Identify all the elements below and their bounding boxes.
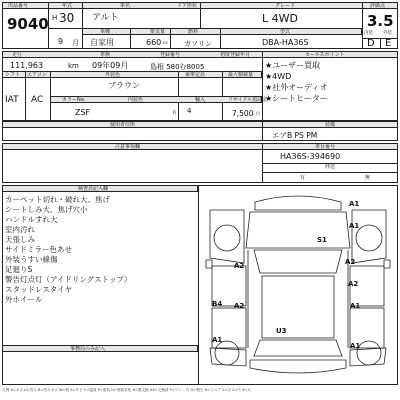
divider: [48, 28, 82, 29]
inspector-note-5: 天張しみ: [5, 235, 35, 244]
equipment-label: 装備: [325, 122, 336, 128]
stamp-label: 陸送: [325, 164, 336, 170]
inspector-note-8: 足廻りS: [5, 265, 33, 274]
rear-left-wheel: [215, 341, 239, 365]
divider: [220, 28, 221, 49]
rear-right-wheel: [357, 341, 381, 365]
exterior-label: 外装: [383, 31, 392, 36]
ac-label: エアコン: [27, 72, 47, 78]
front-right-fender: [352, 210, 386, 263]
seating-unit: 名: [172, 111, 177, 116]
divider: [198, 185, 199, 385]
load-label: 最大積載量: [228, 72, 254, 78]
int-color-label: 内装色: [128, 97, 144, 103]
damage-mark: A2: [234, 262, 245, 270]
front-left-fender: [210, 210, 244, 263]
sales-point-4: ★シートヒーター: [265, 94, 328, 103]
damage-mark: A2: [348, 280, 359, 288]
damage-mark: U3: [276, 327, 287, 335]
disp-label: 排気量: [150, 29, 166, 35]
front-right-wheel: [356, 225, 382, 251]
mileage-label: 走行: [12, 52, 23, 58]
mileage-unit: km: [68, 62, 79, 70]
door-label: ドア形状: [177, 3, 197, 9]
color-code: ZSF: [75, 108, 91, 117]
make-label: 車名: [120, 3, 131, 9]
damage-mark: A1: [349, 222, 360, 230]
seating-capacity: 4: [187, 107, 192, 115]
notes-label: 注意事項欄: [115, 144, 141, 150]
car-damage-diagram: [200, 188, 396, 382]
color-code-label: カラーNo.: [62, 97, 86, 103]
front-left-wheel: [214, 225, 240, 251]
model: DBA-HA36S: [262, 38, 309, 47]
lot-no-label: 出品番号: [8, 3, 29, 9]
right-mirror: [384, 260, 390, 268]
disp-unit: cc: [163, 41, 168, 46]
inspector-note-7: 外装うすい線傷: [5, 255, 58, 264]
owner-label-bar: [2, 121, 398, 128]
chassis-label: 車台番号: [315, 144, 336, 150]
divider: [25, 71, 26, 121]
shift-label: シフト: [5, 72, 21, 78]
divider: [380, 38, 381, 49]
inspector-note-1: カーペット切れ・破れ大、焦げ: [5, 195, 110, 204]
model-label: 型式: [280, 29, 291, 35]
fuel: ガソリン: [184, 40, 212, 48]
year: 30: [59, 11, 75, 25]
legend-footer: 凡例 A=キズ U=凹み B=凹みキズ W=波 S=サビ C=腐食 P=塗装 H=塗装劣化 X=要交換 XX=交換済 Y=ワレ・穴 G=飛石 R=リペア 1=小 2=中 3=大: [2, 388, 251, 392]
divider: [262, 121, 263, 141]
lot-number: 9040: [7, 15, 49, 33]
displacement: 660: [146, 38, 162, 47]
damage-mark: A2: [345, 258, 356, 266]
ext-color-label: 外装色: [105, 72, 121, 78]
sales-point-3: ★社外オーディオ: [265, 83, 328, 92]
inspector-note-9: 警告灯点灯（アイドリングストップ）: [5, 275, 132, 284]
owner-label: 使用者住所: [110, 122, 136, 128]
rear-glass: [254, 340, 342, 356]
recycle-unit: 円: [256, 111, 260, 116]
damage-mark: A1: [212, 336, 223, 344]
inspector-note-4: 室内汚れ: [5, 225, 35, 234]
score: 3.5: [367, 12, 394, 30]
grade-label: グレード: [275, 3, 296, 9]
import-label: 輸入: [195, 97, 206, 103]
divider: [82, 2, 83, 49]
inspector-label: 検査員記入欄: [78, 186, 109, 192]
month: 9: [58, 37, 64, 46]
sales-point-2: ★4WD: [265, 72, 292, 81]
fuel-label: 燃料: [188, 29, 199, 35]
era: H: [52, 14, 58, 22]
divider: [262, 51, 263, 121]
damage-mark: B4: [212, 300, 223, 308]
ac: AC: [31, 95, 44, 105]
recycle-label: リサイクル預託金: [228, 97, 268, 103]
notes-label-bar: [2, 143, 398, 150]
front-bumper: [255, 196, 341, 210]
inspector-note-3: ハンドルすれ大: [5, 215, 58, 224]
type-label: 車種: [100, 29, 111, 35]
left-mirror: [206, 260, 212, 268]
damage-mark: A1: [349, 200, 360, 208]
inspector-note-6: サイドミラー色あせ: [5, 245, 72, 254]
divider: [262, 172, 398, 173]
damage-mark: S1: [317, 236, 327, 244]
rear-bumper: [250, 360, 346, 373]
sales-point-1: ★ユーザー買取: [265, 61, 321, 70]
spec-label-bar: [82, 28, 362, 35]
recycle-fee: 7,500: [232, 109, 254, 118]
divider: [362, 2, 363, 49]
vehicle-type: 自家用: [90, 38, 114, 47]
stamp-no: 無: [365, 175, 371, 181]
divider: [200, 2, 201, 28]
inspector-note-11: 外ホイール: [5, 295, 43, 304]
month-unit: 月: [72, 39, 79, 47]
plate-number: 島根 580む8005: [150, 63, 205, 71]
chassis-number: HA36S-394690: [280, 152, 341, 161]
shift: IAT: [5, 95, 19, 105]
inspection-label: 車検: [100, 52, 111, 58]
score-label: 評価点: [370, 3, 386, 9]
interior-label: 内装: [364, 31, 373, 36]
hood: [246, 212, 350, 248]
exterior-color: ブラウン: [108, 81, 140, 90]
sales-point-label: セールスポイント: [305, 52, 345, 58]
damage-mark: A1: [350, 342, 361, 350]
plate-label: 登録番号: [160, 52, 181, 58]
exterior-grade: E: [385, 38, 392, 49]
equipment: エアB PS PM: [272, 131, 318, 140]
windshield: [254, 250, 342, 273]
stamp-yes: 有: [300, 175, 306, 181]
seating-label: 乗車定員: [185, 72, 206, 78]
damage-mark: A1: [350, 302, 361, 310]
inspection-date: 09年09月: [92, 61, 129, 70]
inspector-note-10: スタッドレスタイヤ: [5, 285, 73, 294]
office-label: 事務局のみ記入: [70, 346, 106, 352]
divider: [130, 28, 131, 49]
make: アルト: [92, 13, 119, 23]
year-label: 年式: [62, 3, 73, 9]
registration-label: 初度登録年月: [220, 52, 251, 58]
roof: [262, 276, 334, 338]
divider: [170, 28, 171, 49]
interior-grade: D: [367, 38, 375, 49]
damage-mark: A2: [234, 302, 245, 310]
grade: L 4WD: [262, 12, 298, 25]
inspector-note-2: シートしみ大、焦げ穴小: [5, 205, 88, 214]
mileage: 111,963: [10, 61, 44, 70]
